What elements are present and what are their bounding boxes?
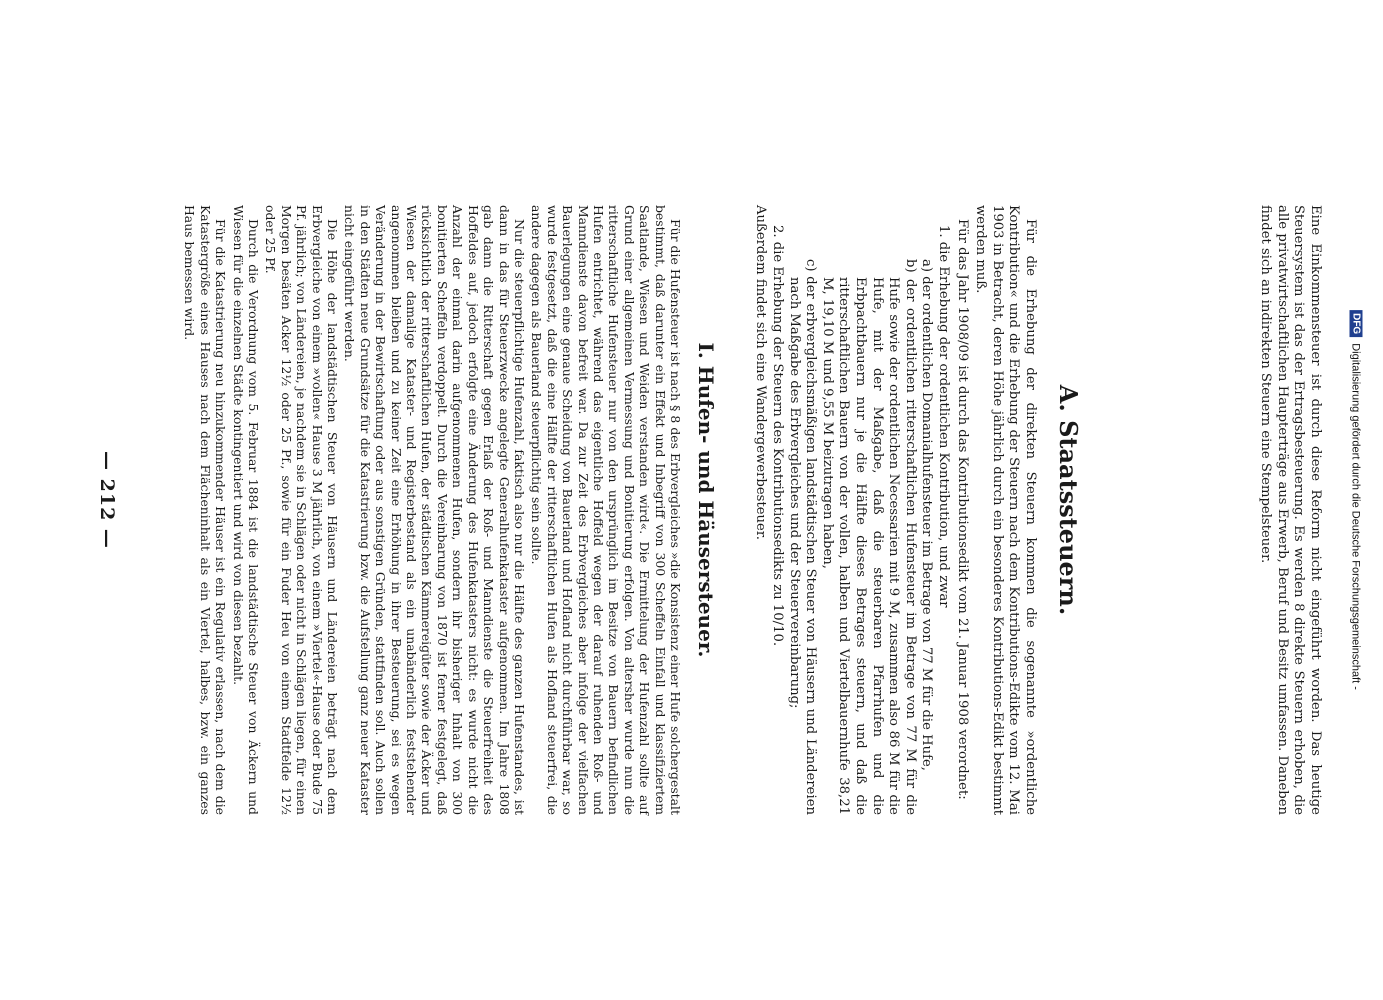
section-i-paragraph: Nur die steuerpflichtige Hufenzahl, faktisch also nur die Hälfte des ganzen Hufenstandes, ist dann in das für Steuerzwecke angelegte Generalhufenkataster aufgenommen. Im Jahre 1808 gab dann die Ritterschaft gegen Erlaß der Roß- und Manndienste die Steuerfreiheit des Hoffeldes auf, jedoch erfolgte eine Änderung des Hufenkatasters nicht: es wurde nicht die Anzahl der einmal darin aufgenommenen Hufen, sondern ihr bisheriger Inhalt von 300 bonitierten Scheffeln verdoppelt. Durch die Vereinbarung von 1870 ist ferner festgelegt, daß rücksichtlich der ritterschaftlichen Hufen, der städtischen Kämmereigüter sowie der Äcker und Wiesen der damalige Kataster- und Registerbestand als ein unabänderlich feststehender angenommen bleiben und zu keiner Zeit eine Erhöhung in ihrer Besteuerung, sei es wegen Veränderung in der Bewirtschaftung oder aus sonstigen Gründen, stattfinden soll. Auch sollen in den Städten neue Grundsätze für die Katastrierung bzw. die Aufstellung ganz neuer Kataster nicht eingeführt werden.	[342, 205, 527, 815]
list-item: a) der ordentlichen Domanialhufensteuer im Betrage von 77 M für die Hufe,	[919, 259, 935, 771]
section-i-body	[180, 205, 683, 815]
caption-text: Digitalisierung gefördert durch die Deutsche Forschungsgemeinschaft -	[1350, 343, 1362, 690]
contribution-list	[769, 205, 952, 815]
section-i-paragraph: Die Höhe der landstädtischen Steuer von Häusern und Ländereien beträgt nach dem Erbvergleiche von einem »vollen« Hause 3 M jährlich, von einem »Viertel«-Hause oder Bude 75 Pf. jährlich; von Ländereien, je nachdem sie in Schlägen oder nicht in Schlägen liegen, für einen Morgen besäten Acker 12½ oder 25 Pf., sowie für ein Fuder Heu von einem Stadtfelde 12½ oder 25 Pf.	[263, 205, 341, 815]
dfg-logo: DFG	[1350, 310, 1363, 337]
list-item: c) der erbvergleichsmäßigen landstädtischen Steuer von Häusern und Ländereien nach Maßgabe des Erbvergleiches und der Steuervereinbarung;	[786, 259, 819, 815]
section-i-heading: I. Hufen- und Häusersteuer.	[694, 342, 718, 658]
section-a-closing: Außerdem findet sich eine Wandergewerbesteuer.	[753, 205, 769, 540]
section-i-paragraph: Für die Katastrierung neu hinzukommender Häuser ist ein Regulativ erlassen, nach dem die Katastergröße eines Hauses nach dem Flächeninhalt als ein Viertel, halbes, bzw. ein ganzes Haus bemessen wird.	[182, 205, 229, 815]
intro-block	[1255, 205, 1323, 815]
caption-text-wrap	[1350, 310, 1363, 690]
digitization-caption	[1336, 0, 1382, 1000]
section-a-body	[750, 205, 1038, 815]
list-item: 1. die Erhebung der ordentlichen Kontribution, und zwar	[936, 225, 952, 608]
section-i-paragraph: Durch die Verordnung vom 5. Februar 1884 ist die landstädtische Steuer von Äckern und Wiesen für die einzelnen Städte kontingentiert und wird von diesen bezahlt.	[230, 205, 262, 815]
list-item: b) der ordentlichen ritterschaftlichen Hufensteuer im Betrage von 77 M für die Hufe sowie der ordentlichen Necessarien mit 9 M, zusammen also 86 M für die Hufe, mit der Maßgabe, daß die steuerbaren Pfarrhufen und die Erbpachtbauern nur je die Hälfte dieses Betrages steuern, und daß die ritterschaftlichen Bauern von der vollen, halben und Viertelbauernhufe 38,21 M, 19,10 M und 9,55 M beizutragen haben,	[819, 259, 918, 815]
intro-paragraph: Eine Einkommensteuer ist durch diese Reform nicht eingeführt worden. Das heutige Steuersystem ist das der Ertragsbesteuerung. Es werden 8 direkte Steuern erhoben, die alle privatwirtschaftlichen Haupterträge aus Erwerb, Beruf und Besitz umfassen. Daneben findet sich an indirekten Steuern eine Stempelsteuer.	[1258, 205, 1323, 815]
page-number: — 212 —	[96, 451, 118, 549]
section-i-paragraph: Für die Hufensteuer ist nach § 8 des Erbvergleiches »die Konsistenz einer Hufe solchergestalt bestimmt, daß darunter ein Effekt und Inbegriff von 300 Scheffeln Einfall und klassifiziertem Saatlande, Wiesen und Weiden verstanden wird«. Die Ermittelung der Hufenzahl sollte auf Grund einer allgemeinen Vermessung und Bonitierung erfolgen. Von altersher wurde nun die ritterschaftliche Hufensteuer nur von den ursprünglich im Besitze von Bauern befindlichen Hufen entrichtet, während das eigentliche Hoffeld wegen der darauf ruhenden Roß- und Manndienste davon befreit war. Da zur Zeit des Erbvergleiches aber infolge der vielfachen Bauerlegungen eine genaue Scheidung von Bauerland und Hofland nicht durchführbar war, so wurde festgesetzt, daß die eine Hälfte der ritterschaftlichen Hufen als Hofland steuerfrei, die andere dagegen als Bauerland steuerpflichtig sein sollte.	[529, 205, 683, 815]
section-a-paragraph: Für die Erhebung der direkten Steuern kommen die sogenannte »ordentliche Kontribution« und die Erhebung der Steuern nach dem Kontributions-Edikte vom 12. Mai 1903 in Betracht, deren Höhe jährlich durch ein besonderes Kontributions-Edikt bestimmt werden muß.	[973, 205, 1038, 815]
section-a-paragraph: Für das Jahr 1908/09 ist durch das Kontributionsedikt vom 21. Januar 1908 verordnet:	[954, 219, 970, 800]
section-a-heading: A. Staatssteuern.	[1054, 384, 1083, 616]
list-item: 2. die Erhebung der Steuern des Kontributionsedikts zu 10/10.	[770, 225, 786, 647]
